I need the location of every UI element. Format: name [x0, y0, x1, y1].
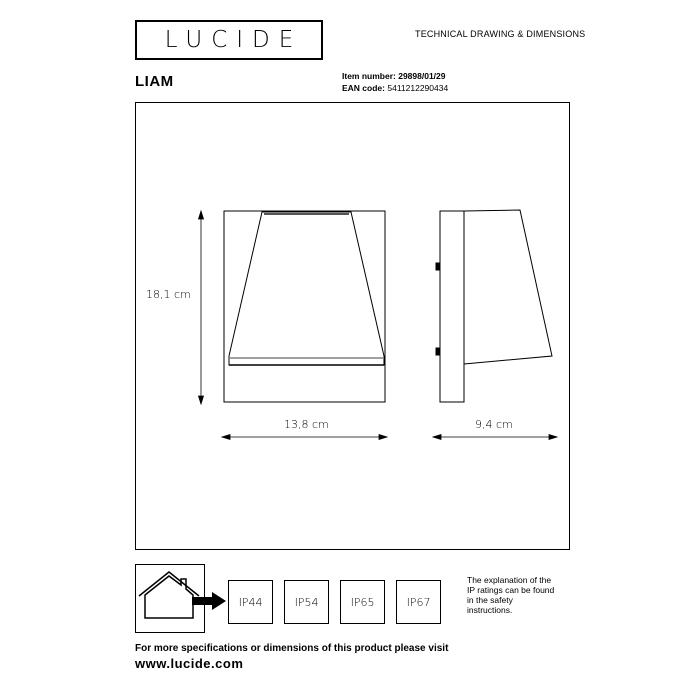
- side-backplate: [440, 211, 464, 402]
- technical-drawing: [135, 102, 570, 550]
- arrow-right-icon: [192, 592, 226, 610]
- drawing-svg: [136, 103, 571, 551]
- height-label: 18,1 cm: [146, 288, 191, 301]
- width-label: 13,8 cm: [284, 418, 329, 431]
- logo-text: LUCIDE: [164, 26, 303, 53]
- width-dimension: [222, 435, 387, 440]
- side-shade: [464, 210, 552, 364]
- ean-code-value: 5411212290434: [387, 83, 449, 93]
- document-type: TECHNICAL DRAWING & DIMENSIONS: [415, 29, 586, 39]
- item-number: [342, 71, 446, 81]
- front-shade: [229, 212, 384, 365]
- depth-dimension: [433, 435, 557, 440]
- depth-label: 9,4 cm: [475, 418, 513, 431]
- footer-text: For more specifications or dimensions of this product please visit: [135, 643, 449, 654]
- item-number-value: 29898/01/29: [398, 71, 446, 81]
- side-view: [436, 210, 552, 402]
- height-dimension: [199, 211, 204, 404]
- ip-rating-ip44: IP44: [228, 580, 273, 624]
- ip-note-line: in the safety: [467, 595, 513, 605]
- ip-note-line: The explanation of the: [467, 575, 552, 585]
- ip-note-line: instructions.: [467, 605, 513, 615]
- ean-code: [342, 83, 448, 93]
- ip-rating-ip54: IP54: [284, 580, 329, 624]
- ip-rating-ip65: IP65: [340, 580, 385, 624]
- ip-rating-ip67: IP67: [396, 580, 441, 624]
- footer-website-link[interactable]: www.lucide.com: [135, 656, 244, 671]
- item-number-label: Item number:: [342, 71, 396, 81]
- product-name: LIAM: [135, 73, 174, 90]
- ip-explanation-note: [467, 575, 577, 615]
- ean-code-label: EAN code:: [342, 83, 385, 93]
- lucide-logo: [135, 20, 323, 60]
- ip-note-line: IP ratings can be found: [467, 585, 555, 595]
- front-view: [224, 211, 385, 402]
